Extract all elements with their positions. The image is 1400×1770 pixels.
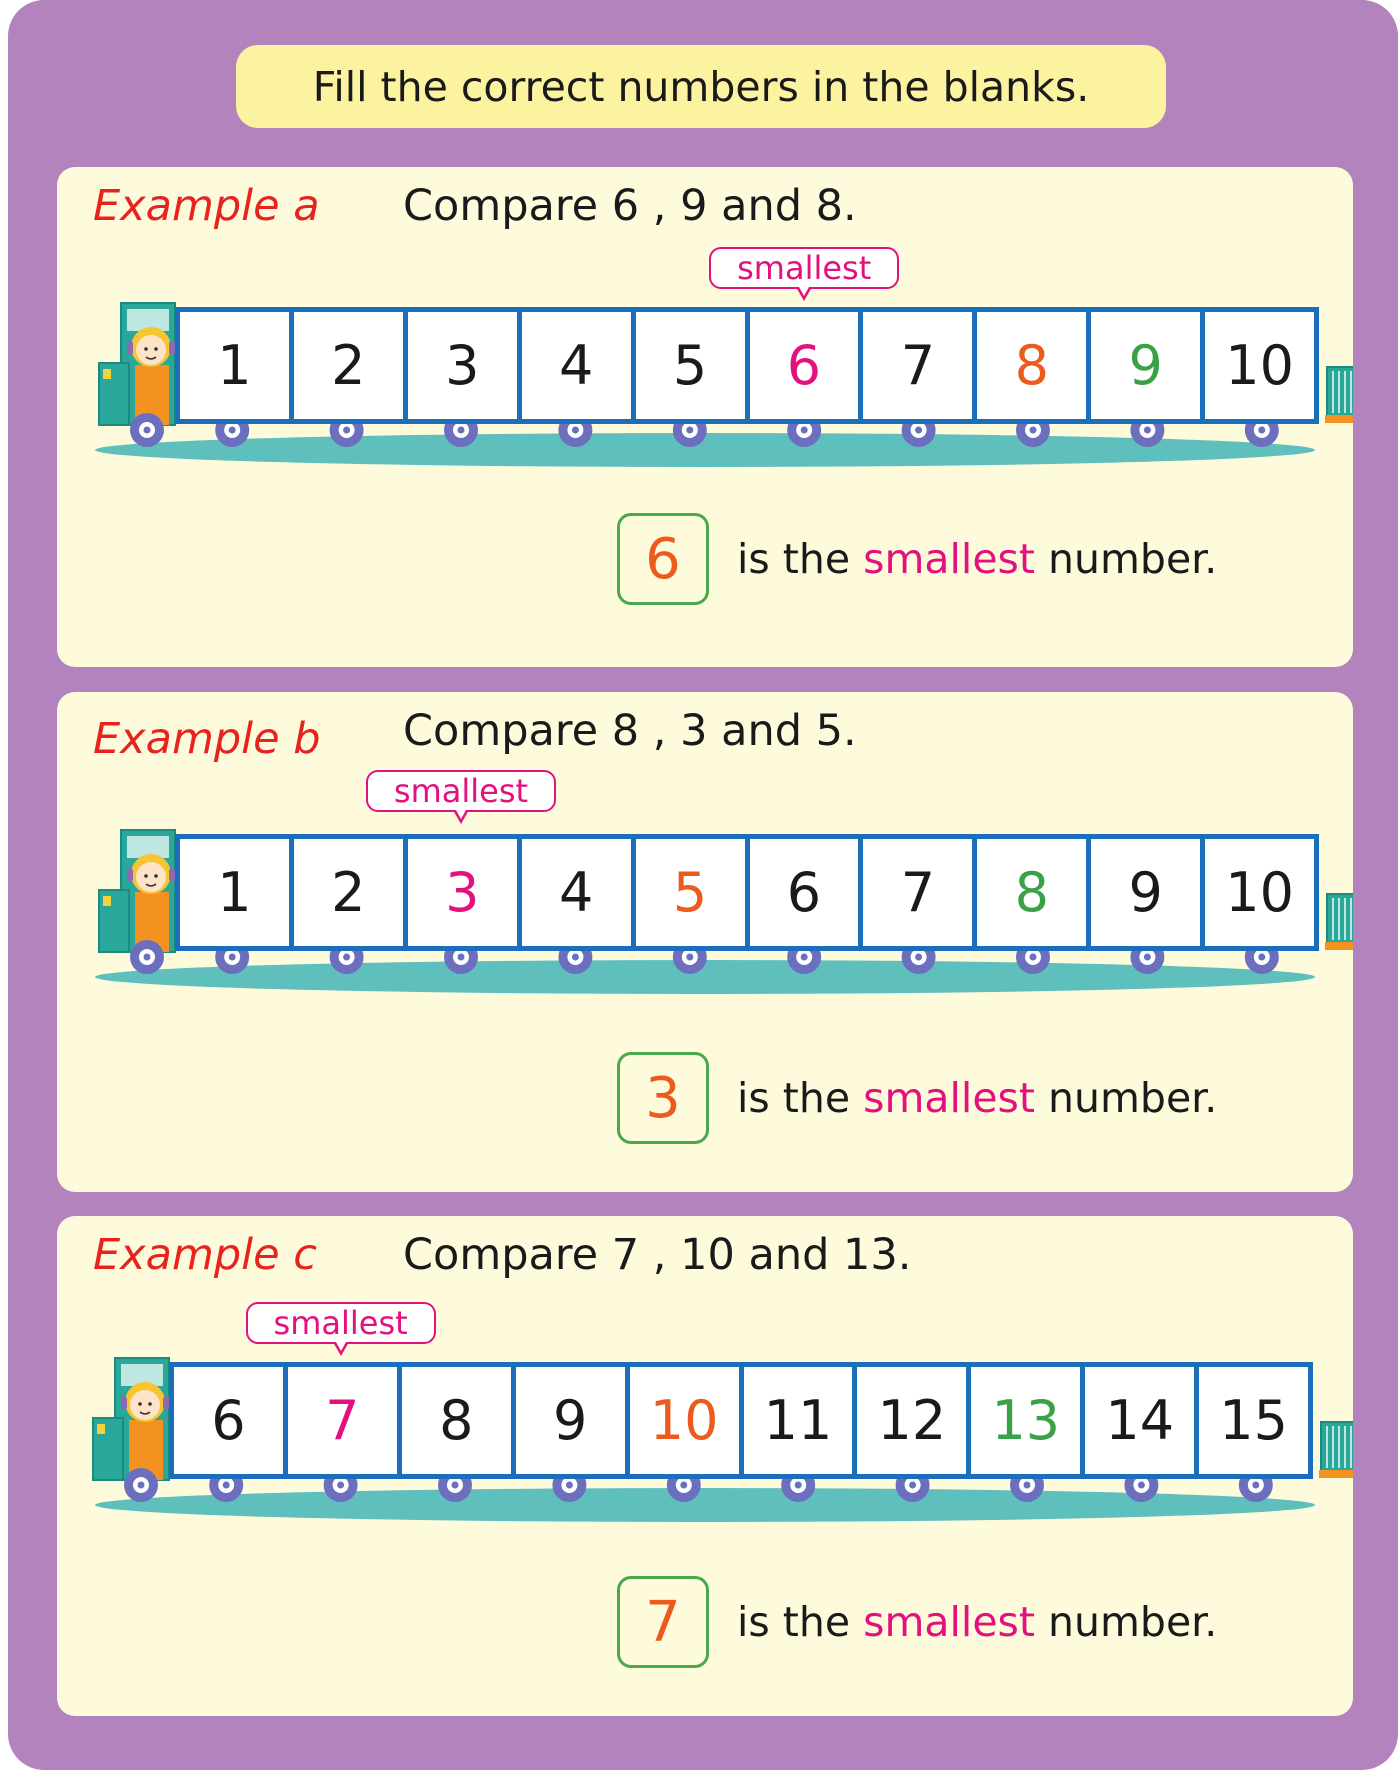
train-car-number: 2	[294, 839, 403, 946]
smallest-tag: smallest	[366, 770, 556, 812]
train-car-number: 5	[636, 312, 745, 419]
train-car-number: 1	[180, 839, 289, 946]
wheel-axle	[337, 1482, 344, 1489]
train-car-number: 3	[408, 312, 517, 419]
driver-face	[136, 335, 166, 365]
train-car-number: 12	[857, 1367, 966, 1474]
example-question: Compare 8 , 3 and 5.	[403, 706, 857, 756]
example-panel-a	[57, 167, 1353, 667]
train-car-number: 9	[1091, 839, 1200, 946]
wheel-axle	[801, 954, 808, 961]
train-car-number: 4	[522, 839, 631, 946]
wheel-axle	[343, 954, 350, 961]
wheel-axle	[566, 1482, 573, 1489]
train-car-number: 4	[522, 312, 631, 419]
driver-eye	[148, 1402, 152, 1406]
wheel-axle	[1258, 427, 1265, 434]
smallest-word: smallest	[863, 1074, 1035, 1122]
wheel-axle	[686, 427, 693, 434]
wheel-axle	[229, 954, 236, 961]
wheel-axle	[458, 954, 465, 961]
train-car-number: 11	[744, 1367, 853, 1474]
smallest-word: smallest	[863, 535, 1035, 583]
train-car-number: 7	[863, 839, 972, 946]
wheel-axle	[1252, 1482, 1259, 1489]
wheel-axle	[1024, 1482, 1031, 1489]
wheel-axle	[138, 1482, 145, 1489]
example-question: Compare 7 , 10 and 13.	[403, 1230, 912, 1280]
train-car-number: 6	[750, 312, 859, 419]
instruction-banner: Fill the correct numbers in the blanks.	[236, 45, 1166, 128]
caboose-base	[1325, 415, 1353, 423]
wheel-axle	[572, 427, 579, 434]
train-car-number: 13	[971, 1367, 1080, 1474]
driver-headphone	[121, 1396, 127, 1410]
wheel-axle	[1258, 954, 1265, 961]
driver-eye	[138, 1402, 142, 1406]
driver-eye	[144, 347, 148, 351]
driver-eye	[144, 874, 148, 878]
answer-box[interactable]: 7	[617, 1576, 709, 1668]
wheel-axle	[458, 427, 465, 434]
train-car-number: 7	[863, 312, 972, 419]
track	[95, 433, 1315, 467]
train-car-number: 8	[977, 839, 1086, 946]
example-panel-b	[57, 692, 1353, 1192]
train-car-number: 14	[1085, 1367, 1194, 1474]
wheel-axle	[343, 427, 350, 434]
example-label: Example c	[93, 1230, 317, 1280]
wheel-axle	[452, 1482, 459, 1489]
wheel-axle	[1030, 427, 1037, 434]
wheel-axle	[1030, 954, 1037, 961]
driver-headphone	[127, 868, 133, 882]
answer-box[interactable]: 6	[617, 513, 709, 605]
answer-row	[617, 513, 1217, 605]
train-cars	[175, 834, 1319, 951]
caboose-base	[1325, 942, 1353, 950]
answer-sentence: is the smallest number.	[737, 1074, 1218, 1122]
train-car-number: 6	[174, 1367, 283, 1474]
answer-sentence: is the smallest number.	[737, 535, 1218, 583]
wheel-axle	[909, 1482, 916, 1489]
train-car-number: 8	[402, 1367, 511, 1474]
example-label: Example b	[93, 714, 321, 764]
driver-face	[136, 862, 166, 892]
train-car-number: 7	[288, 1367, 397, 1474]
driver-headphone	[127, 341, 133, 355]
train-car-number: 10	[1205, 312, 1314, 419]
example-panel-c	[57, 1216, 1353, 1716]
wheel-axle	[1144, 427, 1151, 434]
train-cars	[169, 1362, 1313, 1479]
answer-box[interactable]: 3	[617, 1052, 709, 1144]
wheel-axle	[795, 1482, 802, 1489]
engine-light	[103, 369, 111, 379]
smallest-tag: smallest	[246, 1302, 436, 1344]
wheel-axle	[801, 427, 808, 434]
train-car-number: 15	[1199, 1367, 1308, 1474]
train-car-number: 10	[1205, 839, 1314, 946]
train-car-number: 8	[977, 312, 1086, 419]
wheel-axle	[915, 427, 922, 434]
wheel-axle	[915, 954, 922, 961]
answer-sentence: is the smallest number.	[737, 1598, 1218, 1646]
driver-eye	[154, 347, 158, 351]
driver-eye	[154, 874, 158, 878]
train-car-number: 10	[630, 1367, 739, 1474]
caboose	[1321, 1422, 1353, 1472]
wheel-axle	[1138, 1482, 1145, 1489]
train-car-number: 1	[180, 312, 289, 419]
train-car-number: 2	[294, 312, 403, 419]
caboose-base	[1319, 1470, 1353, 1478]
engine-light	[103, 896, 111, 906]
answer-row	[617, 1576, 1217, 1668]
wheel-axle	[572, 954, 579, 961]
train-car-number: 9	[516, 1367, 625, 1474]
train-cars	[175, 307, 1319, 424]
smallest-word: smallest	[863, 1598, 1035, 1646]
example-label: Example a	[93, 181, 320, 231]
train-car-number: 5	[636, 839, 745, 946]
train-car-number: 9	[1091, 312, 1200, 419]
wheel-axle	[229, 427, 236, 434]
wheel-axle	[144, 427, 151, 434]
wheel-axle	[680, 1482, 687, 1489]
train-car-number: 3	[408, 839, 517, 946]
example-question: Compare 6 , 9 and 8.	[403, 181, 857, 231]
wheel-axle	[1144, 954, 1151, 961]
driver-face	[130, 1390, 160, 1420]
track	[95, 960, 1315, 994]
wheel-axle	[686, 954, 693, 961]
engine-light	[97, 1424, 105, 1434]
wheel-axle	[223, 1482, 230, 1489]
answer-row	[617, 1052, 1217, 1144]
wheel-axle	[144, 954, 151, 961]
smallest-tag: smallest	[709, 247, 899, 289]
train-car-number: 6	[750, 839, 859, 946]
